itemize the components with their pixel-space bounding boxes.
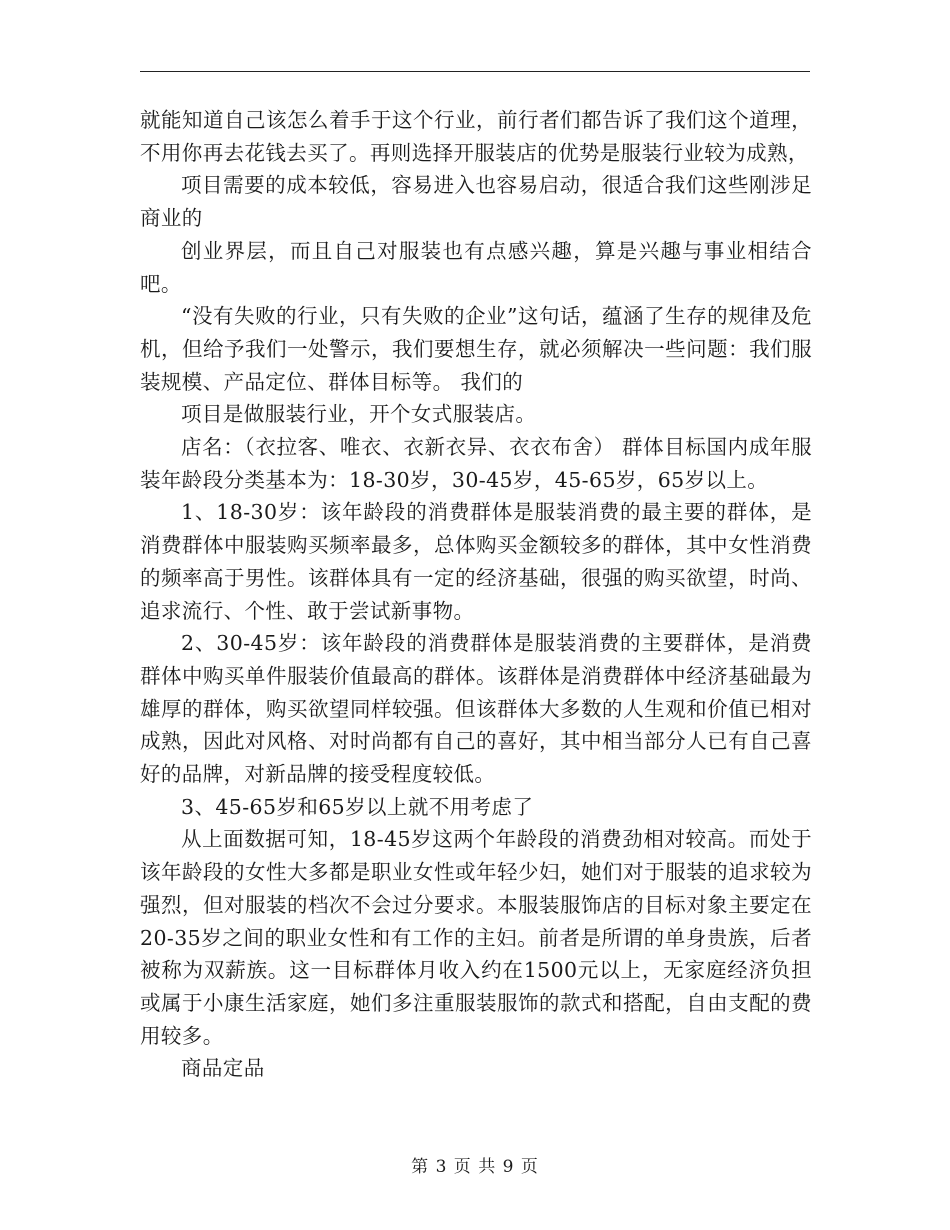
paragraph-5: 项目是做服装行业，开个女式服装店。 <box>181 402 537 427</box>
document-body <box>140 104 812 1085</box>
paragraph-6: 店名：（衣拉客、唯衣、衣新衣异、衣衣布舍） 群体目标国内成年服装年龄段分类基本为：18-30岁，30-45岁，45-65岁，65岁以上。 <box>140 435 812 492</box>
paragraph-10: 从上面数据可知，18-45岁这两个年龄段的消费劲相对较高。而处于该年龄段的女性大多都是职业女性或年轻少妇，她们对于服装的追求较为强烈，但对服装的档次不会过分要求。本服装服饰店的目标对象主要定在20-35岁之间的职业女性和有工作的主妇。前者是所谓的单身贵族，后者被称为双薪族。这一目标群体月收入约在1500元以上，无家庭经济负担或属于小康生活家庭，她们多注重服装服饰的款式和搭配，自由支配的费用较多。 <box>140 827 812 1048</box>
page-number-footer: 第 3 页 共 9 页 <box>411 1157 539 1177</box>
paragraph-7: 1、18-30岁：该年龄段的消费群体是服装消费的最主要的群体，是消费群体中服装购买频率最多，总体购买金额较多的群体，其中女性消费的频率高于男性。该群体具有一定的经济基础，很强的购买欲望，时尚、追求流行、个性、敢于尝试新事物。 <box>140 500 812 623</box>
paragraph-9: 3、45-65岁和65岁以上就不用考虑了 <box>181 794 534 819</box>
paragraph-1: 就能知道自己该怎么着手于这个行业，前行者们都告诉了我们这个道理，不用你再去花钱去买了。再则选择开服装店的优势是服装行业较为成熟， <box>140 108 812 165</box>
paragraph-11: 商品定品 <box>181 1056 265 1081</box>
paragraph-2: 项目需要的成本较低，容易进入也容易启动，很适合我们这些刚涉足商业的 <box>140 173 812 231</box>
paragraph-4: “没有失败的行业，只有失败的企业”这句话，蕴涵了生存的规律及危机，但给予我们一处警示，我们要想生存，就必须解决一些问题：我们服装规模、产品定位、群体目标等。 我们的 <box>140 304 812 394</box>
paragraph-3: 创业界层，而且自己对服装也有点感兴趣，算是兴趣与事业相结合吧。 <box>140 238 812 296</box>
header-rule <box>140 71 810 72</box>
paragraph-8: 2、30-45岁：该年龄段的消费群体是服装消费的主要群体，是消费群体中购买单件服装价值最高的群体。该群体是消费群体中经济基础最为雄厚的群体，购买欲望同样较强。但该群体大多数的人生观和价值已相对成熟，因此对风格、对时尚都有自己的喜好，其中相当部分人已有自己喜好的品牌，对新品牌的接受程度较低。 <box>140 631 812 787</box>
